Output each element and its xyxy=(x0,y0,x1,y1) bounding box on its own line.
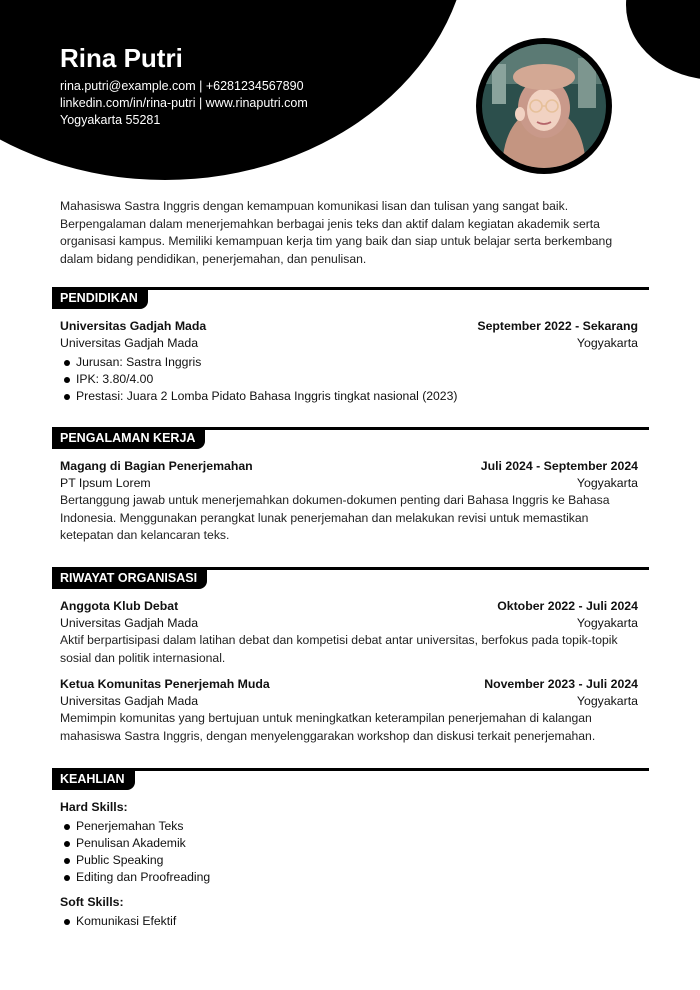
list-item: Penerjemahan Teks xyxy=(60,818,638,835)
section-title-education: PENDIDIKAN xyxy=(52,287,148,309)
skills-section xyxy=(52,768,649,930)
profile-photo xyxy=(482,44,606,168)
corner-decoration-shape xyxy=(626,0,700,80)
institution-name: Universitas Gadjah Mada xyxy=(60,319,207,333)
section-title-organization: RIWAYAT ORGANISASI xyxy=(52,567,207,589)
experience-entry xyxy=(60,458,638,545)
organization-date: Oktober 2022 - Juli 2024 xyxy=(497,599,638,613)
soft-skills-list xyxy=(60,913,638,930)
profile-summary: Mahasiswa Sastra Inggris dengan kemampuan komunikasi lisan dan tulisan yang sangat baik. Berpengalaman dalam menerjemahkan berbagai jenis teks dan aktif dalam kegiatan akademik serta organisasi kampus. Memiliki kemampuan kerja tim yang baik dan siap untuk belajar serta berkembang dalam bidang pendidikan, penerjemahan, dan penulisan. xyxy=(60,199,613,266)
list-item: Penulisan Akademik xyxy=(60,835,638,852)
candidate-name: Rina Putri xyxy=(60,43,183,73)
organization-role: Anggota Klub Debat xyxy=(60,599,179,613)
job-title: Magang di Bagian Penerjemahan xyxy=(60,459,253,473)
company-name: PT Ipsum Lorem xyxy=(60,476,151,490)
organization-location: Yogyakarta xyxy=(576,694,638,708)
section-title-skills: KEAHLIAN xyxy=(52,768,135,790)
education-date: September 2022 - Sekarang xyxy=(477,319,638,333)
soft-skills-label: Soft Skills: xyxy=(60,895,124,909)
job-date: Juli 2024 - September 2024 xyxy=(480,459,638,473)
organization-entry xyxy=(60,676,638,745)
organization-section xyxy=(52,567,649,745)
contact-links: linkedin.com/in/rina-putri | www.rinaputri.com xyxy=(60,96,308,110)
contact-address: Yogyakarta 55281 xyxy=(60,113,161,127)
organization-name: Universitas Gadjah Mada xyxy=(60,694,199,708)
education-entry xyxy=(60,318,638,405)
organization-location: Yogyakarta xyxy=(576,616,638,630)
job-location: Yogyakarta xyxy=(576,476,638,490)
list-item: Editing dan Proofreading xyxy=(60,869,638,886)
organization-description: Memimpin komunitas yang bertujuan untuk meningkatkan keterampilan penerjemahan di kalangan mahasiswa Sastra Inggris, dengan menyelenggarakan workshop dan diskusi terkait penerjemahan. xyxy=(60,711,596,743)
list-item: Komunikasi Efektif xyxy=(60,913,638,930)
list-item: Prestasi: Juara 2 Lomba Pidato Bahasa Inggris tingkat nasional (2023) xyxy=(60,388,638,405)
organization-entry xyxy=(60,598,638,667)
institution-sub: Universitas Gadjah Mada xyxy=(60,336,199,350)
organization-role: Ketua Komunitas Penerjemah Muda xyxy=(60,677,270,691)
list-item: Public Speaking xyxy=(60,852,638,869)
education-location: Yogyakarta xyxy=(576,336,638,350)
organization-name: Universitas Gadjah Mada xyxy=(60,616,199,630)
contact-email-phone: rina.putri@example.com | +6281234567890 xyxy=(60,79,304,93)
section-title-experience: PENGALAMAN KERJA xyxy=(52,427,205,449)
header xyxy=(60,44,308,129)
section-divider xyxy=(52,768,649,771)
list-item: Jurusan: Sastra Inggris xyxy=(60,354,638,371)
job-description: Bertanggung jawab untuk menerjemahkan dokumen-dokumen penting dari Bahasa Inggris ke Bahasa Indonesia. Menggunakan perangkat lunak penerjemahan dan melakukan revisi untuk memastikan ketepatan dan kelancaran teks. xyxy=(60,493,610,542)
organization-date: November 2023 - Juli 2024 xyxy=(484,677,638,691)
profile-photo-frame xyxy=(476,38,612,174)
list-item: IPK: 3.80/4.00 xyxy=(60,371,638,388)
education-bullets xyxy=(60,354,638,405)
hard-skills-list xyxy=(60,818,638,886)
education-section xyxy=(52,287,649,405)
experience-section xyxy=(52,427,649,545)
hard-skills-label: Hard Skills: xyxy=(60,800,128,814)
organization-description: Aktif berpartisipasi dalam latihan debat dan kompetisi debat antar universitas, berfokus pada topik-topik sosial dan politik internasional. xyxy=(60,633,618,665)
